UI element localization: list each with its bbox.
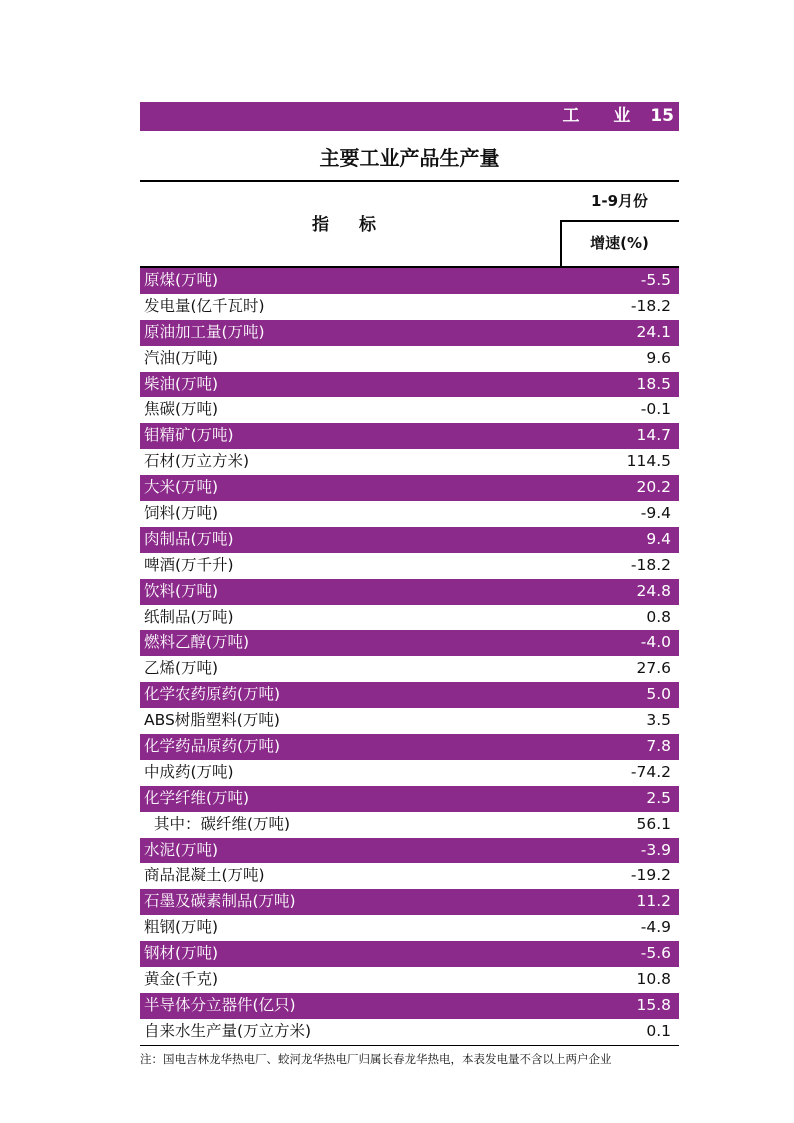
table-row	[140, 812, 679, 838]
row-value: -5.6	[640, 944, 671, 963]
data-table-body	[140, 268, 679, 1046]
row-label: 发电量(亿千瓦时)	[144, 296, 265, 315]
row-value: 3.5	[646, 711, 671, 730]
table-row	[140, 630, 679, 656]
section-header-bar	[140, 102, 679, 131]
row-value: 20.2	[636, 478, 671, 497]
table-row	[140, 294, 679, 320]
row-value: -18.2	[630, 296, 671, 315]
row-label: 钢材(万吨)	[144, 944, 219, 963]
row-value: 18.5	[636, 374, 671, 393]
row-value: 2.5	[646, 788, 671, 807]
table-row	[140, 475, 679, 501]
table-row	[140, 397, 679, 423]
row-label: 饲料(万吨)	[144, 504, 219, 523]
row-label: 化学药品原药(万吨)	[144, 737, 281, 756]
row-label: 乙烯(万吨)	[144, 659, 219, 678]
table-row	[140, 320, 679, 346]
row-label: 石墨及碳素制品(万吨)	[144, 892, 296, 911]
table-row	[140, 889, 679, 915]
row-value: -4.0	[640, 633, 671, 652]
row-value: -4.9	[640, 918, 671, 937]
row-value: 27.6	[636, 659, 671, 678]
row-label: ABS树脂塑料(万吨)	[144, 711, 280, 730]
page-number: 15	[650, 106, 674, 126]
table-row	[140, 838, 679, 864]
row-label: 石材(万立方米)	[144, 452, 250, 471]
row-value: -3.9	[640, 840, 671, 859]
row-label: 商品混凝土(万吨)	[144, 866, 265, 885]
row-value: 114.5	[626, 452, 671, 471]
row-label: 化学农药原药(万吨)	[144, 685, 281, 704]
row-label: 纸制品(万吨)	[144, 607, 234, 626]
table-row	[140, 553, 679, 579]
row-label: 其中：碳纤维(万吨)	[154, 814, 291, 833]
table-row	[140, 734, 679, 760]
table-row	[140, 1019, 679, 1045]
row-label: 汽油(万吨)	[144, 348, 219, 367]
period-column-header: 1-9月份	[590, 192, 649, 210]
row-value: -5.5	[640, 271, 671, 289]
row-value: 56.1	[636, 814, 671, 833]
table-row	[140, 268, 679, 294]
table-bottom-rule	[140, 1045, 679, 1047]
table-row	[140, 449, 679, 475]
row-value: 10.8	[636, 970, 671, 989]
row-label: 自来水生产量(万立方米)	[144, 1021, 312, 1040]
table-row	[140, 941, 679, 967]
row-value: 0.1	[646, 1021, 671, 1040]
row-label: 黄金(千克)	[144, 970, 219, 989]
table-row	[140, 423, 679, 449]
row-label: 原油加工量(万吨)	[144, 322, 265, 341]
section-label: 工 业	[562, 106, 645, 126]
table-row	[140, 579, 679, 605]
section-header	[562, 102, 674, 131]
row-label: 柴油(万吨)	[144, 374, 219, 393]
page-title: 主要工业产品生产量	[319, 146, 500, 170]
table-row	[140, 967, 679, 993]
row-label: 饮料(万吨)	[144, 581, 219, 600]
table-row	[140, 501, 679, 527]
row-value: 14.7	[636, 426, 671, 445]
growth-column-header: 增速(%)	[590, 234, 649, 252]
row-value: -19.2	[630, 866, 671, 885]
table-row	[140, 527, 679, 553]
row-value: 11.2	[636, 892, 671, 911]
row-value: -74.2	[630, 762, 671, 781]
row-value: -9.4	[640, 504, 671, 523]
row-label: 粗钢(万吨)	[144, 918, 219, 937]
row-value: 24.8	[636, 581, 671, 600]
row-value: -18.2	[630, 555, 671, 574]
row-label: 半导体分立器件(亿只)	[144, 995, 296, 1014]
indicator-column-header: 指 标	[312, 215, 388, 235]
row-label: 肉制品(万吨)	[144, 529, 234, 548]
table-header	[140, 180, 679, 268]
row-value: 5.0	[646, 685, 671, 704]
table-row	[140, 993, 679, 1019]
row-label: 水泥(万吨)	[144, 840, 219, 859]
row-label: 燃料乙醇(万吨)	[144, 633, 250, 652]
row-label: 焦碳(万吨)	[144, 400, 219, 419]
table-row	[140, 346, 679, 372]
row-label: 化学纤维(万吨)	[144, 788, 250, 807]
table-row	[140, 682, 679, 708]
table-row	[140, 656, 679, 682]
table-row	[140, 786, 679, 812]
row-label: 原煤(万吨)	[144, 271, 219, 289]
row-value: 9.4	[646, 529, 671, 548]
header-mid-rule	[560, 220, 679, 222]
header-top-rule	[140, 180, 679, 182]
row-value: 24.1	[636, 322, 671, 341]
table-row	[140, 372, 679, 398]
row-value: 7.8	[646, 737, 671, 756]
row-value: 9.6	[646, 348, 671, 367]
table-row	[140, 915, 679, 941]
table-row	[140, 760, 679, 786]
table-row	[140, 605, 679, 631]
row-value: 0.8	[646, 607, 671, 626]
row-label: 大米(万吨)	[144, 478, 219, 497]
row-value: -0.1	[640, 400, 671, 419]
row-value: 15.8	[636, 995, 671, 1014]
table-row	[140, 863, 679, 889]
table-row	[140, 708, 679, 734]
row-label: 中成药(万吨)	[144, 762, 234, 781]
row-label: 啤酒(万千升)	[144, 555, 234, 574]
row-label: 钼精矿(万吨)	[144, 426, 234, 445]
footnote: 注：国电吉林龙华热电厂、蛟河龙华热电厂归属长春龙华热电，本表发电量不含以上两户企业	[140, 1052, 612, 1066]
